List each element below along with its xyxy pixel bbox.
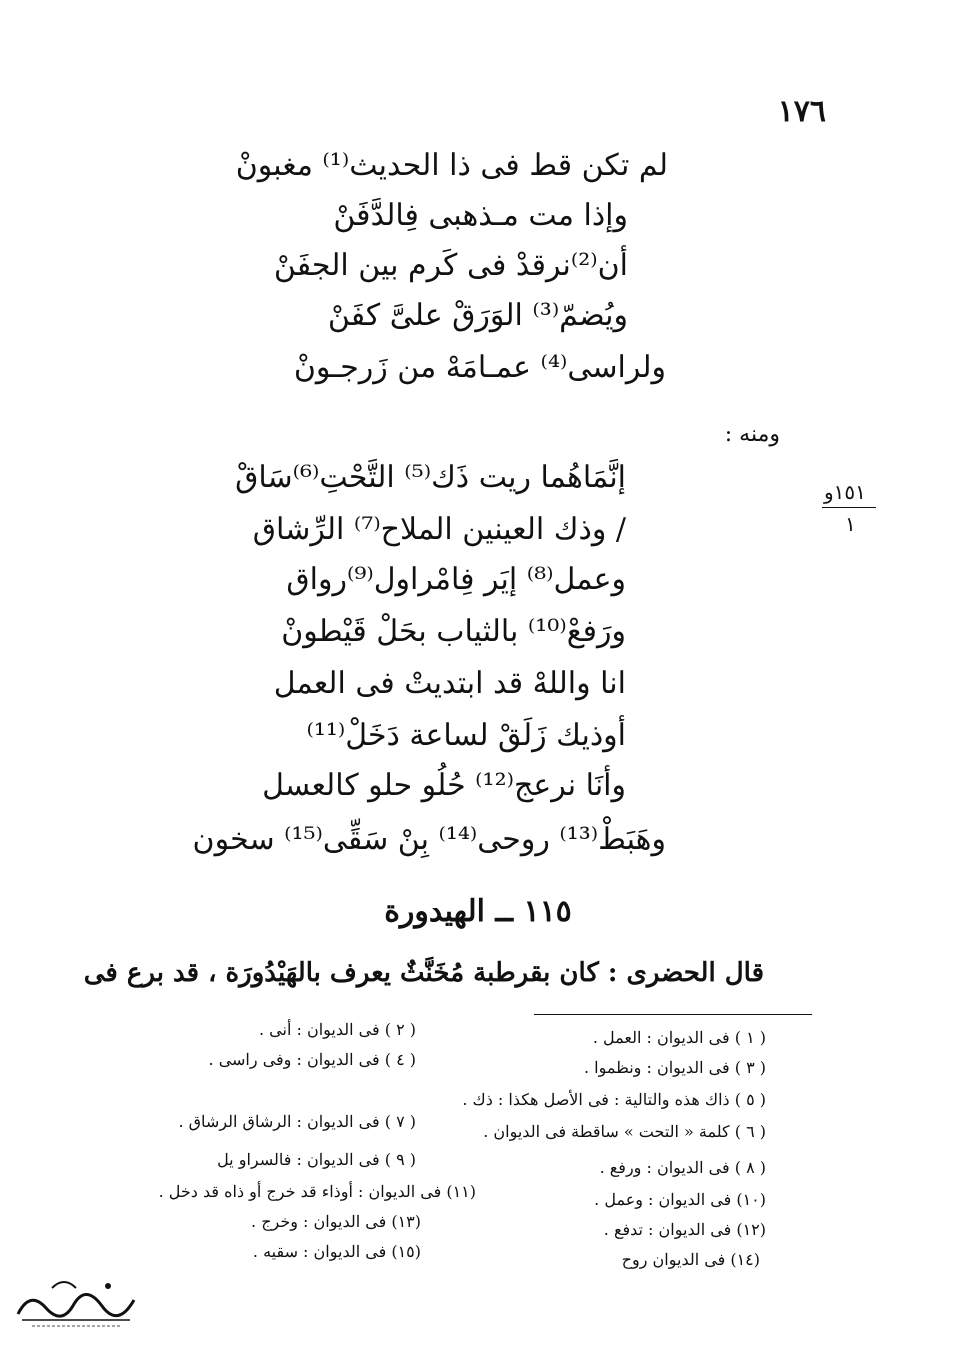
footnote: (١١) فى الديوان : أوذاء قد خرج أو ذاه قد دخل . [158,1182,476,1201]
verse-line: أن⁽²⁾نرقدْ فى كَرم بين الجفَنْ [273,248,628,283]
footnote: ( ١ ) فى الديوان : العمل . [592,1028,766,1047]
margin-folio-sub: ١ [845,512,856,536]
verse-line: انا واللهْ قد ابتديتْ فى العمل [273,666,626,701]
footnote: ( ٢ ) فى الديوان : أنى . [258,1020,416,1039]
footnote: (١٠) فى الديوان : وعمل . [594,1190,766,1209]
footnote: ( ٩ ) فى الديوان : فالسراو يل [217,1150,416,1169]
footnote: ( ٧ ) فى الديوان : الرشاق الرشاق . [178,1112,416,1131]
margin-divider [822,507,876,508]
footnote: ( ٤ ) فى الديوان : وفى راسى . [208,1050,416,1069]
section-heading: ١١٥ ــ الهيدورة [384,894,572,929]
verse-line: ويُضمّ⁽³⁾ الوَرَقْ علىَّ كفَنْ [327,298,628,333]
verse-line: ولراسى⁽⁴⁾ عمـامَهْ من زَرجـونْ [293,350,666,385]
footnote: (١٢) فى الديوان : تدفع . [603,1220,766,1239]
verse-line: لم تكن قط فى ذا الحديث⁽¹⁾ مغبونْ [235,148,668,183]
publisher-logo [12,1270,142,1332]
minhu-label: ومنه : [724,422,780,447]
verse-line: / وذك العينين الملاح⁽⁷⁾ الرِّشاق [252,512,626,547]
footnote: ( ٥ ) ذاك هذه والتالية : فى الأصل هكذا : ذك . [462,1090,766,1109]
footnote: ( ٨ ) فى الديوان : ورفع . [599,1158,766,1177]
footnote: ( ٣ ) فى الديوان : ونظموا . [583,1058,766,1077]
footnote: (١٤) فى الديوان روح [621,1250,760,1269]
footnote: (١٣) فى الديوان : وخرج . [251,1212,421,1231]
footnote: (١٥) فى الديوان : سقيه . [252,1242,421,1261]
verse-line: وإذا مت مـذهبى فِالدَّفَنْ [333,198,628,233]
verse-line: وأنَا نرعج⁽¹²⁾ حُلُو حلو كالعسل [262,768,626,803]
verse-line: إنَّمَاهُما ريت ذَك⁽⁵⁾ التَّحْتِ⁽⁶⁾سَاقْ [235,460,626,495]
verse-line: أوذيك زَلَقْ لساعة دَخَلْ⁽¹¹⁾ [306,718,626,753]
footnote: ( ٦ ) كلمة « التحت » ساقطة فى الديوان . [483,1122,766,1141]
verse-line: وهَبَطْ⁽¹³⁾ روحى⁽¹⁴⁾ بِنْ سَقِّى⁽¹⁵⁾ سخون [192,822,666,857]
verse-line: ورَفعْ⁽¹⁰⁾ بالثياب بحَلْ قَيْطونْ [281,614,626,649]
footnote-rule [534,1014,812,1015]
page-number: ١٧٦ [777,94,826,129]
body-text-line: قال الحضرى : كان بقرطبة مُخَنَّثٌ يعرف بالهَيْدُورَة ، قد برع فى [83,958,764,988]
verse-line: وعمل⁽⁸⁾ إيَر فِامْراول⁽⁹⁾رواق [286,562,626,597]
margin-folio-ref: ١٥١و [824,480,866,504]
